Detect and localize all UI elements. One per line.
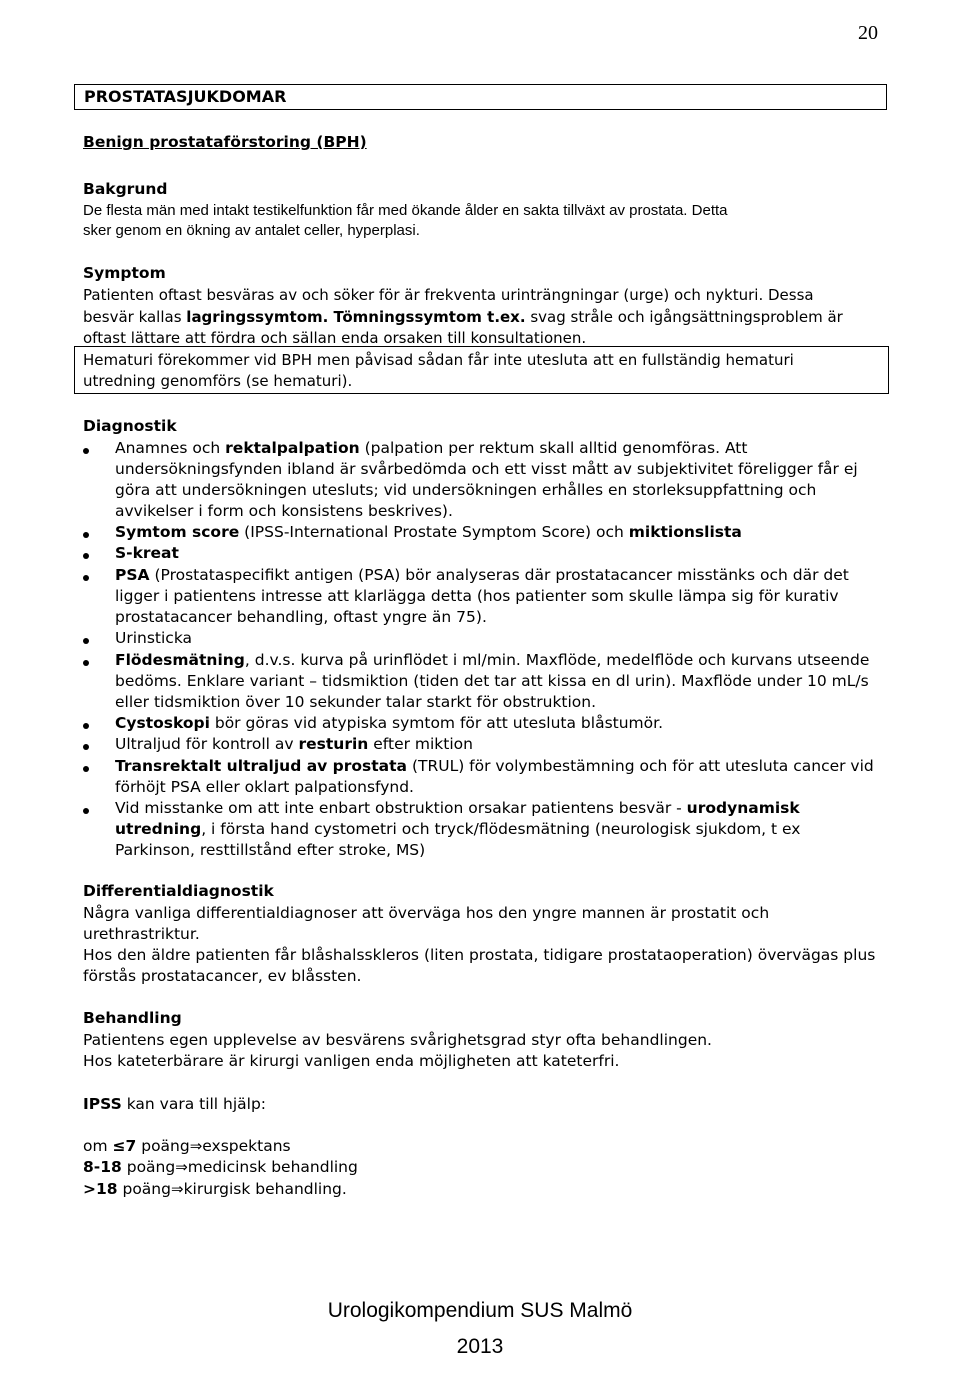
diag-item-urodynamik-l2: [115, 820, 800, 838]
bullet-icon: [83, 448, 89, 454]
item-bold: miktionslista: [628, 523, 742, 541]
ipss-intro: [83, 1095, 266, 1113]
diag-item-flodesmatning-l2: bedöms. Enklare variant – tidsmiktion (tiden det tar att kissa en dl urin). Maxflöde under 10 mL/s: [115, 672, 869, 690]
behandling-line-2: Hos kateterbärare är kirurgi vanligen enda möjligheten att kateterfri.: [83, 1052, 620, 1070]
differential-line-2: urethrastriktur.: [83, 925, 200, 943]
symptom-bold-tex: t.ex.: [481, 308, 526, 326]
diag-item-urodynamik: [115, 799, 800, 817]
diag-item-trul: [115, 757, 874, 775]
diag-item-s-kreat: S-kreat: [115, 544, 179, 562]
double-arrow-icon: ⇒: [175, 1158, 188, 1176]
ipss-text: poäng: [117, 1180, 171, 1198]
bakgrund-heading: Bakgrund: [83, 180, 168, 198]
bullet-icon: [83, 660, 89, 666]
item-text: Ultraljud för kontroll av: [115, 735, 299, 753]
symptom-bold-terms: lagringssymtom. Tömningssymtom: [186, 308, 482, 326]
bakgrund-line-1: De flesta män med intakt testikelfunktion får med ökande ålder en sakta tillväxt av prostata. Detta: [83, 202, 728, 219]
symptom-text: besvär kallas: [83, 308, 187, 326]
chapter-title: PROSTATASJUKDOMAR: [84, 87, 287, 106]
bullet-icon: [83, 553, 89, 559]
ipss-row-3: [83, 1180, 347, 1198]
ipss-row-1: [83, 1137, 291, 1155]
diag-item-ultraljud: [115, 735, 473, 753]
item-text: , i första hand cystometri och tryck/flödesmätning (neurologisk sjukdom, t ex: [201, 820, 801, 838]
ipss-text: poäng: [136, 1137, 190, 1155]
symptom-line-1: Patienten oftast besväras av och söker för är frekventa urinträngningar (urge) och nykturi. Dessa: [83, 286, 814, 304]
bullet-icon: [83, 532, 89, 538]
diag-item-anamnes-l3: göra att undersökningen utesluts; vid undersökningen erhålles en storleksuppfattning och: [115, 481, 817, 499]
bullet-icon: [83, 808, 89, 814]
ipss-result: exspektans: [202, 1137, 291, 1155]
diag-item-symtom-score: [115, 523, 742, 541]
ipss-intro-text: kan vara till hjälp:: [121, 1095, 267, 1113]
hematuri-line-1: Hematuri förekommer vid BPH men påvisad sådan får inte utesluta att en fullständig hematuri: [83, 351, 794, 369]
item-bold: Cystoskopi: [115, 714, 210, 732]
diag-item-cystoskopi: [115, 714, 663, 732]
diag-item-anamnes-l2: undersökningsfynden ibland är svårbedömda och ett visst mått av subjektivitet föreligger får ej: [115, 460, 858, 478]
item-text: Vid misstanke om att inte enbart obstruktion orsakar patientens besvär -: [115, 799, 687, 817]
item-text: , d.v.s. kurva på urinflödet i ml/min. Maxflöde, medelflöde och kurvans utseende: [244, 651, 870, 669]
bullet-icon: [83, 575, 89, 581]
diag-item-flodesmatning: [115, 651, 869, 669]
item-bold: rektalpalpation: [225, 439, 360, 457]
ipss-score: ≤7: [112, 1137, 137, 1155]
symptom-line-3: oftast lättare att fördra och sällan enda orsaken till konsultationen.: [83, 329, 587, 347]
diag-item-psa-l3: prostatacancer behandling, oftast yngre än 75).: [115, 608, 487, 626]
ipss-text: poäng: [121, 1158, 176, 1176]
item-bold: PSA: [115, 566, 150, 584]
item-bold: resturin: [298, 735, 369, 753]
ipss-row-2: [83, 1158, 358, 1176]
hematuri-line-2: utredning genomförs (se hematuri).: [83, 372, 353, 390]
symptom-heading: Symptom: [83, 264, 166, 282]
footer-title: Urologikompendium SUS Malmö: [327, 1299, 633, 1322]
item-text: (TRUL) för volymbestämning och för att utesluta cancer vid: [407, 757, 874, 775]
bullet-icon: [83, 744, 89, 750]
item-text: Anamnes och: [115, 439, 226, 457]
behandling-line-1: Patientens egen upplevelse av besvärens svårighetsgrad styr ofta behandlingen.: [83, 1031, 712, 1049]
diag-item-psa-l2: ligger i patientens intresse att klarlägga detta (hos patienter som skulle lämpa sig för kurativ: [115, 587, 839, 605]
symptom-line-2: [83, 308, 843, 326]
differential-line-1: Några vanliga differentialdiagnoser att överväga hos den yngre mannen är prostatit och: [83, 904, 770, 922]
differential-line-4: förstås prostatacancer, ev blåssten.: [83, 967, 362, 985]
diag-item-psa: [115, 566, 849, 584]
chapter-title-box: [74, 84, 887, 110]
diagnostik-heading: Diagnostik: [83, 417, 177, 435]
behandling-heading: Behandling: [83, 1009, 182, 1027]
item-bold: urodynamisk: [686, 799, 800, 817]
symptom-text-end: svag stråle och igångsättningsproblem är: [525, 308, 843, 326]
item-text: (IPSS-International Prostate Symptom Score) och: [239, 523, 629, 541]
item-text: bör göras vid atypiska symtom för att utesluta blåstumör.: [209, 714, 664, 732]
bakgrund-line-2: sker genom en ökning av antalet celler, hyperplasi.: [83, 222, 420, 239]
diag-item-anamnes-l4: avvikelser i form och konsistens beskrives).: [115, 502, 453, 520]
ipss-text: om: [83, 1137, 113, 1155]
diag-item-anamnes: [115, 439, 747, 457]
diag-item-flodesmatning-l3: eller tidsmiktion över 10 sekunder talar starkt för obstruktion.: [115, 693, 597, 711]
bullet-icon: [83, 766, 89, 772]
double-arrow-icon: ⇒: [170, 1180, 184, 1198]
item-bold: Transrektalt ultraljud av prostata: [115, 757, 408, 775]
ipss-label: IPSS: [83, 1095, 122, 1113]
ipss-score: >18: [83, 1180, 118, 1198]
item-bold: Symtom score: [115, 523, 240, 541]
bullet-icon: [83, 723, 89, 729]
bullet-icon: [83, 638, 89, 644]
section-title: Benign prostataförstoring (BPH): [83, 133, 367, 151]
item-text: (Prostataspecifikt antigen (PSA) bör analyseras där prostatacancer misstänks och där det: [149, 566, 849, 584]
item-text: efter miktion: [368, 735, 473, 753]
ipss-result: kirurgisk behandling.: [183, 1180, 347, 1198]
diag-item-urodynamik-l3: Parkinson, resttillstånd efter stroke, MS): [115, 841, 426, 859]
ipss-score: 8-18: [83, 1158, 122, 1176]
double-arrow-icon: ⇒: [189, 1137, 203, 1155]
differential-line-3: Hos den äldre patienten får blåshalsskleros (liten prostata, tidigare prostataoperation) övervägas plus: [83, 946, 876, 964]
differential-heading: Differentialdiagnostik: [83, 882, 274, 900]
item-bold: Flödesmätning: [115, 651, 245, 669]
item-text: (palpation per rektum skall alltid genomföras. Att: [359, 439, 748, 457]
page-number: 20: [858, 22, 878, 44]
diag-item-trul-l2: förhöjt PSA eller oklart palpationsfynd.: [115, 778, 414, 796]
diag-item-urinsticka: Urinsticka: [115, 629, 193, 647]
footer-year: 2013: [456, 1335, 504, 1358]
ipss-result: medicinsk behandling: [187, 1158, 358, 1176]
item-bold: utredning: [115, 820, 202, 838]
